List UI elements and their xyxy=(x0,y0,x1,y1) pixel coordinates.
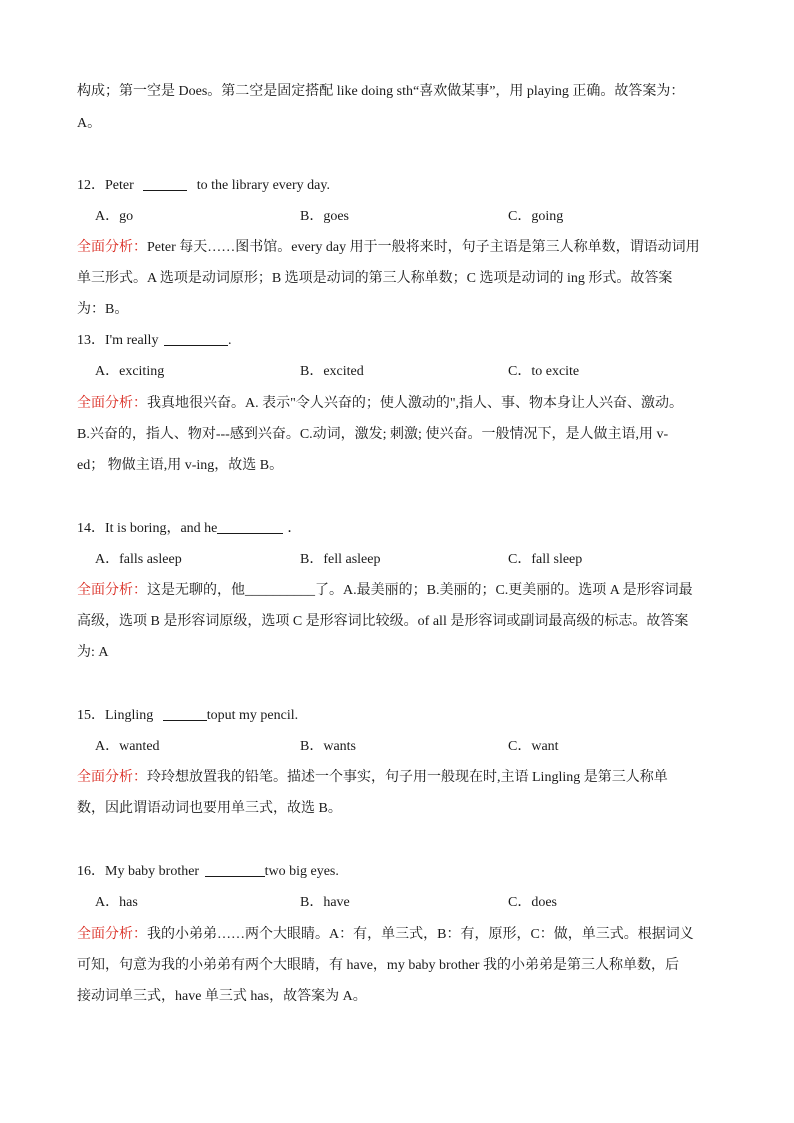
intro-line-2: A。 xyxy=(77,116,102,131)
analysis-label: 全面分析： xyxy=(77,927,147,942)
option-c: C．going xyxy=(508,209,564,224)
option-c: C．does xyxy=(508,895,557,910)
option-a: A．wanted xyxy=(95,739,160,754)
option-a: A．has xyxy=(95,895,138,910)
question-text-before: Peter xyxy=(105,178,134,193)
analysis-14-line-3: 为: A xyxy=(77,645,109,660)
question-number: 12． xyxy=(77,178,105,193)
question-text-after: to the library every day. xyxy=(196,178,330,193)
answer-blank xyxy=(164,331,228,346)
analysis-14-line-1: 全面分析：这是无聊的，他__________了。A.最美丽的；B.美丽的；C.更美丽的。选项 A 是形容词最 xyxy=(77,583,693,598)
question-number: 15． xyxy=(77,708,105,723)
option-c: C．want xyxy=(508,739,559,754)
analysis-label: 全面分析： xyxy=(77,396,147,411)
question-13 xyxy=(77,331,231,351)
question-text-after: toput my pencil. xyxy=(206,708,299,723)
question-text-after: ． xyxy=(287,521,302,536)
analysis-13-line-1: 全面分析：我真地很兴奋。A. 表示"令人兴奋的；使人激动的",指人、事、物本身让人兴奋、激动。 xyxy=(77,396,684,411)
question-number: 16． xyxy=(77,864,105,879)
analysis-15-line-2: 数，因此谓语动词也要用单三式，故选 B。 xyxy=(77,801,342,816)
question-text-before: Lingling xyxy=(105,708,154,723)
answer-blank xyxy=(143,176,187,191)
question-number: 14． xyxy=(77,521,105,536)
analysis-16-line-1: 全面分析：我的小弟弟……两个大眼睛。A：有，单三式，B：有，原形，C：做，单三式。根据词义 xyxy=(77,927,694,942)
analysis-label: 全面分析： xyxy=(77,240,147,255)
analysis-13-line-2: B.兴奋的，指人、物对---感到兴奋。C.动词，激发; 刺激; 使兴奋。一般情况下，是人做主语,用 v- xyxy=(77,427,669,442)
question-text-after: two big eyes. xyxy=(264,864,339,879)
option-a: A．exciting xyxy=(95,364,165,379)
question-15 xyxy=(77,706,298,726)
analysis-13-line-3: ed； 物做主语,用 v-ing，故选 B。 xyxy=(77,458,284,473)
option-b: B．fell asleep xyxy=(300,552,381,567)
analysis-label: 全面分析： xyxy=(77,770,147,785)
answer-blank xyxy=(163,706,207,721)
question-text-before: It is boring，and he xyxy=(105,521,218,536)
analysis-12-line-1: 全面分析：Peter 每天……图书馆。every day 用于一般将来时，句子主语是第三人称单数，谓语动词用 xyxy=(77,240,700,255)
analysis-15-line-1: 全面分析：玲玲想放置我的铅笔。描述一个事实，句子用一般现在时,主语 Lingling 是第三人称单 xyxy=(77,770,668,785)
analysis-label: 全面分析： xyxy=(77,583,147,598)
question-text-after: . xyxy=(227,333,232,348)
question-16 xyxy=(77,862,339,882)
question-number: 13． xyxy=(77,333,105,348)
analysis-14-line-2: 高级，选项 B 是形容词原级，选项 C 是形容词比较级。of all 是形容词或副词最高级的标志。故答案 xyxy=(77,614,689,629)
option-c: C．fall sleep xyxy=(508,552,583,567)
analysis-12-line-3: 为：B。 xyxy=(77,302,129,317)
option-b: B．excited xyxy=(300,364,364,379)
question-text-before: I'm really xyxy=(105,333,159,348)
intro-line-1: 构成；第一空是 Does。第二空是固定搭配 like doing sth“喜欢做某事”，用 playing 正确。故答案为： xyxy=(77,84,685,99)
answer-blank xyxy=(205,862,265,877)
option-c: C．to excite xyxy=(508,364,580,379)
option-b: B．have xyxy=(300,895,350,910)
question-14 xyxy=(77,519,301,539)
option-b: B．goes xyxy=(300,209,349,224)
option-b: B．wants xyxy=(300,739,356,754)
option-a: A．go xyxy=(95,209,134,224)
question-text-before: My baby brother xyxy=(105,864,200,879)
question-12 xyxy=(77,176,330,196)
analysis-16-line-2: 可知，句意为我的小弟弟有两个大眼睛，有 have，my baby brother 我的小弟弟是第三人称单数，后 xyxy=(77,958,679,973)
answer-blank xyxy=(217,519,283,534)
analysis-16-line-3: 接动词单三式，have 单三式 has，故答案为 A。 xyxy=(77,989,367,1004)
option-a: A．falls asleep xyxy=(95,552,182,567)
analysis-12-line-2: 单三形式。A 选项是动词原形；B 选项是动词的第三人称单数；C 选项是动词的 ing 形式。故答案 xyxy=(77,271,673,286)
